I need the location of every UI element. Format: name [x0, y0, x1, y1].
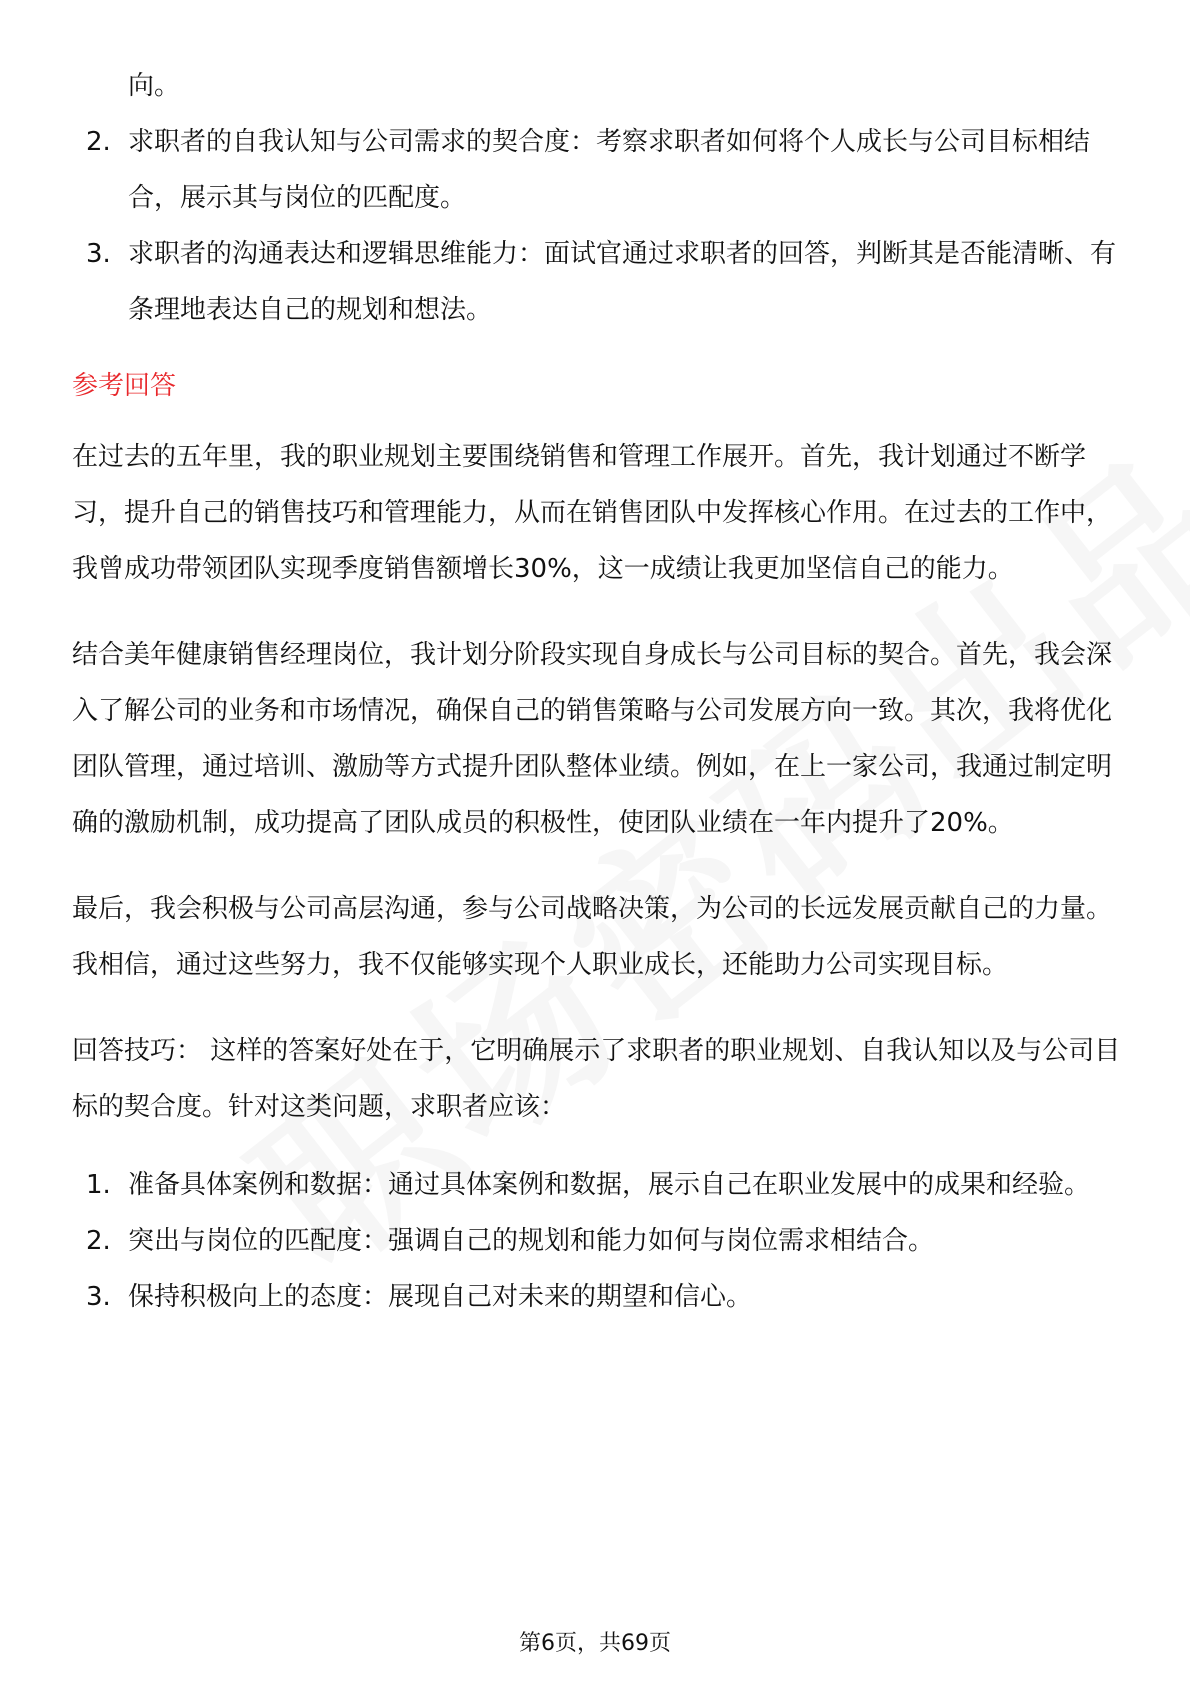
- list-number: 2.: [86, 127, 111, 157]
- list-number: 2.: [86, 1226, 111, 1256]
- list-item: [72, 1269, 1122, 1325]
- answer-paragraph: 在过去的五年里，我的职业规划主要围绕销售和管理工作展开。首先，我计划通过不断学习，提升自己的销售技巧和管理能力，从而在销售团队中发挥核心作用。在过去的工作中，我曾成功带领团队实现季度销售额增长30%，这一成绩让我更加坚信自己的能力。: [72, 442, 1113, 584]
- evaluation-points-list: [72, 114, 1122, 338]
- list-item-text: 保持积极向上的态度：展现自己对未来的期望和信心。: [128, 1282, 753, 1312]
- list-item: [72, 1157, 1122, 1213]
- list-number: 1.: [86, 1170, 111, 1200]
- list-item-text: 突出与岗位的匹配度：强调自己的规划和能力如何与岗位需求相结合。: [128, 1226, 935, 1256]
- list-item: [72, 114, 1122, 226]
- list-item-text: 求职者的沟通表达和逻辑思维能力：面试官通过求职者的回答，判断其是否能清晰、有条理地表达自己的规划和想法。: [128, 239, 1117, 325]
- list-item-text: 求职者的自我认知与公司需求的契合度：考察求职者如何将个人成长与公司目标相结合，展示其与岗位的匹配度。: [128, 127, 1091, 213]
- page-content: [72, 58, 1122, 1325]
- list-number: 3.: [86, 239, 111, 269]
- list-item-text: 准备具体案例和数据：通过具体案例和数据，展示自己在职业发展中的成果和经验。: [128, 1170, 1091, 1200]
- list-continuation: 向。: [128, 71, 181, 101]
- answer-tips: 回答技巧： 这样的答案好处在于，它明确展示了求职者的职业规划、自我认知以及与公司目标的契合度。针对这类问题，求职者应该：: [72, 1036, 1121, 1122]
- answer-paragraph: 结合美年健康销售经理岗位，我计划分阶段实现自身成长与公司目标的契合。首先，我会深入了解公司的业务和市场情况，确保自己的销售策略与公司发展方向一致。其次，我将优化团队管理，通过培训、激励等方式提升团队整体业绩。例如，在上一家公司，我通过制定明确的激励机制，成功提高了团队成员的积极性，使团队业绩在一年内提升了20%。: [72, 640, 1113, 838]
- page-number: 第6页，共69页: [519, 1631, 671, 1656]
- tips-list: [72, 1157, 1122, 1325]
- list-item: [72, 1213, 1122, 1269]
- list-item: [72, 226, 1122, 338]
- section-heading: 参考回答: [72, 371, 177, 401]
- answer-paragraph: 最后，我会积极与公司高层沟通，参与公司战略决策，为公司的长远发展贡献自己的力量。我相信，通过这些努力，我不仅能够实现个人职业成长，还能助力公司实现目标。: [72, 894, 1113, 980]
- list-number: 3.: [86, 1282, 111, 1312]
